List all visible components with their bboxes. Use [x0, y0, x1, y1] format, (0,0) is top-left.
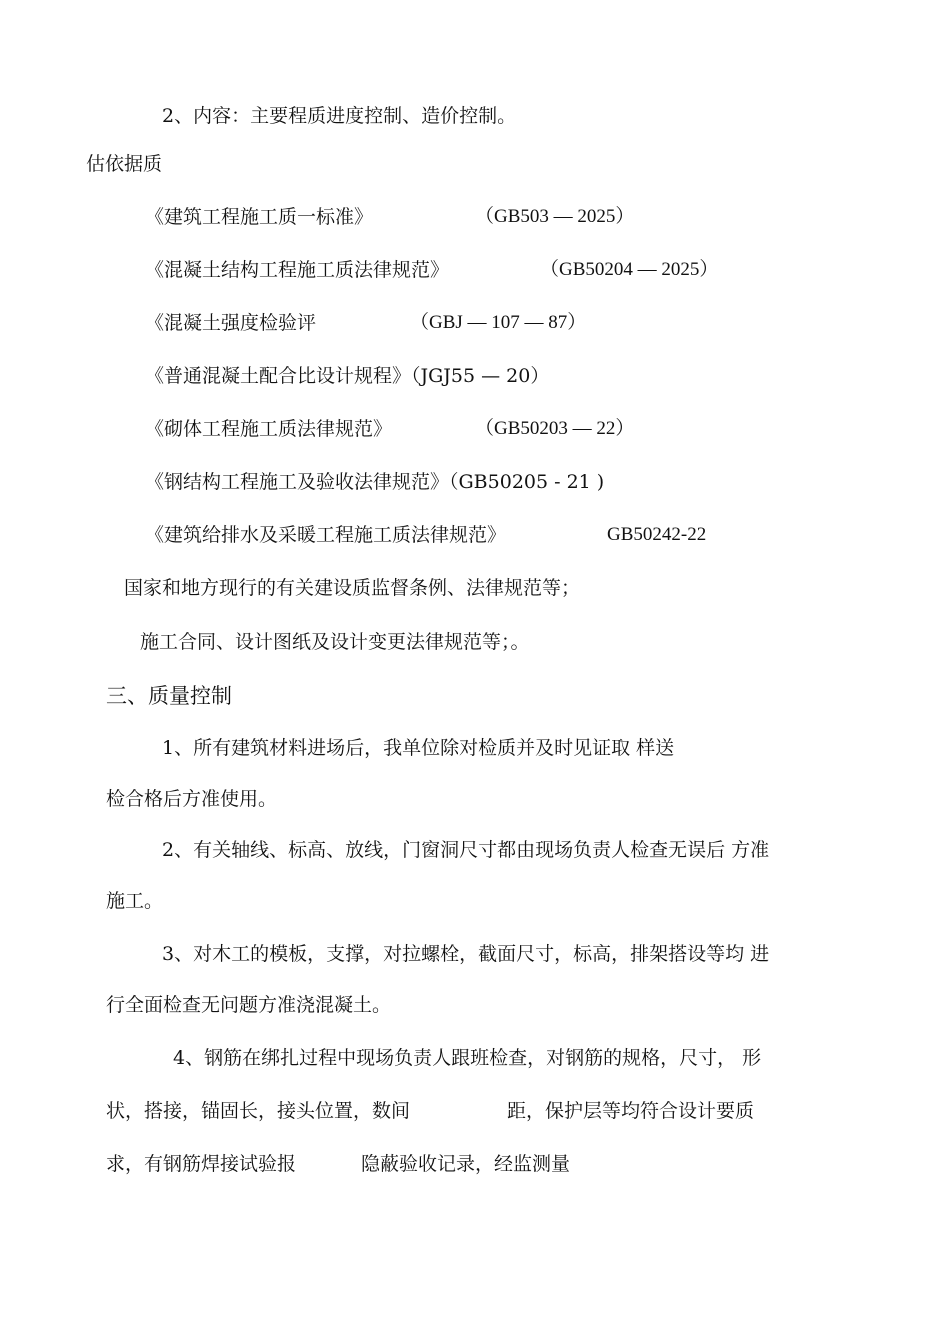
basis-label: 估依据质	[86, 153, 163, 175]
item-line: 隐蔽验收记录，经监测量	[361, 1153, 571, 1175]
other-basis-line: 国家和地方现行的有关建设质监督条例、法律规范等；	[124, 577, 581, 599]
item-line: 3、对木工的模板，支撑，对拉螺栓，截面尺寸，标高，排架搭设等均 进	[162, 943, 770, 965]
standard-name: 《混凝土结构工程施工质法律规范》	[145, 259, 450, 281]
standard-code: （GB503 — 2025）	[475, 206, 635, 227]
item-line: 施工。	[106, 890, 164, 912]
standard-name: 《混凝土强度检验评	[145, 312, 317, 334]
item-line: 状，搭接，锚固长，接头位置，数间	[106, 1100, 411, 1122]
standard-name: 《建筑工程施工质一标准》	[145, 206, 374, 228]
item-line: 4、钢筋在绑扎过程中现场负责人跟班检查，对钢筋的规格，尺寸， 形	[173, 1047, 762, 1069]
standard-name: 《普通混凝土配合比设计规程》（JGJ55 — 20）	[145, 365, 550, 387]
other-basis-line: 施工合同、设计图纸及设计变更法律规范等；。	[140, 631, 530, 653]
standard-code: （GB50203 — 22）	[475, 418, 635, 439]
item-line: 1、所有建筑材料进场后，我单位除对检质并及时见证取 样送	[162, 737, 675, 759]
section2-content-line: 2、内容：主要程质进度控制、造价控制。	[162, 105, 517, 127]
item-line: 距，保护层等均符合设计要质	[507, 1100, 755, 1122]
standard-name: 《钢结构工程施工及验收法律规范》（GB50205 - 21 )	[145, 471, 605, 493]
item-line: 2、有关轴线、标高、放线，门窗洞尺寸都由现场负责人检查无误后 方准	[162, 839, 770, 861]
standard-name: 《砌体工程施工质法律规范》	[145, 418, 393, 440]
standard-code: GB50242-22	[607, 524, 707, 545]
standard-name: 《建筑给排水及采暖工程施工质法律规范》	[145, 524, 507, 546]
item-line: 行全面检查无问题方准浇混凝土。	[106, 994, 392, 1016]
standard-code: （GB50204 — 2025）	[540, 259, 719, 280]
item-line: 求，有钢筋焊接试验报	[106, 1153, 297, 1175]
item-line: 检合格后方准使用。	[106, 788, 278, 810]
standard-code: （GBJ — 107 — 87）	[410, 312, 587, 333]
section3-heading: 三、质量控制	[106, 684, 232, 708]
